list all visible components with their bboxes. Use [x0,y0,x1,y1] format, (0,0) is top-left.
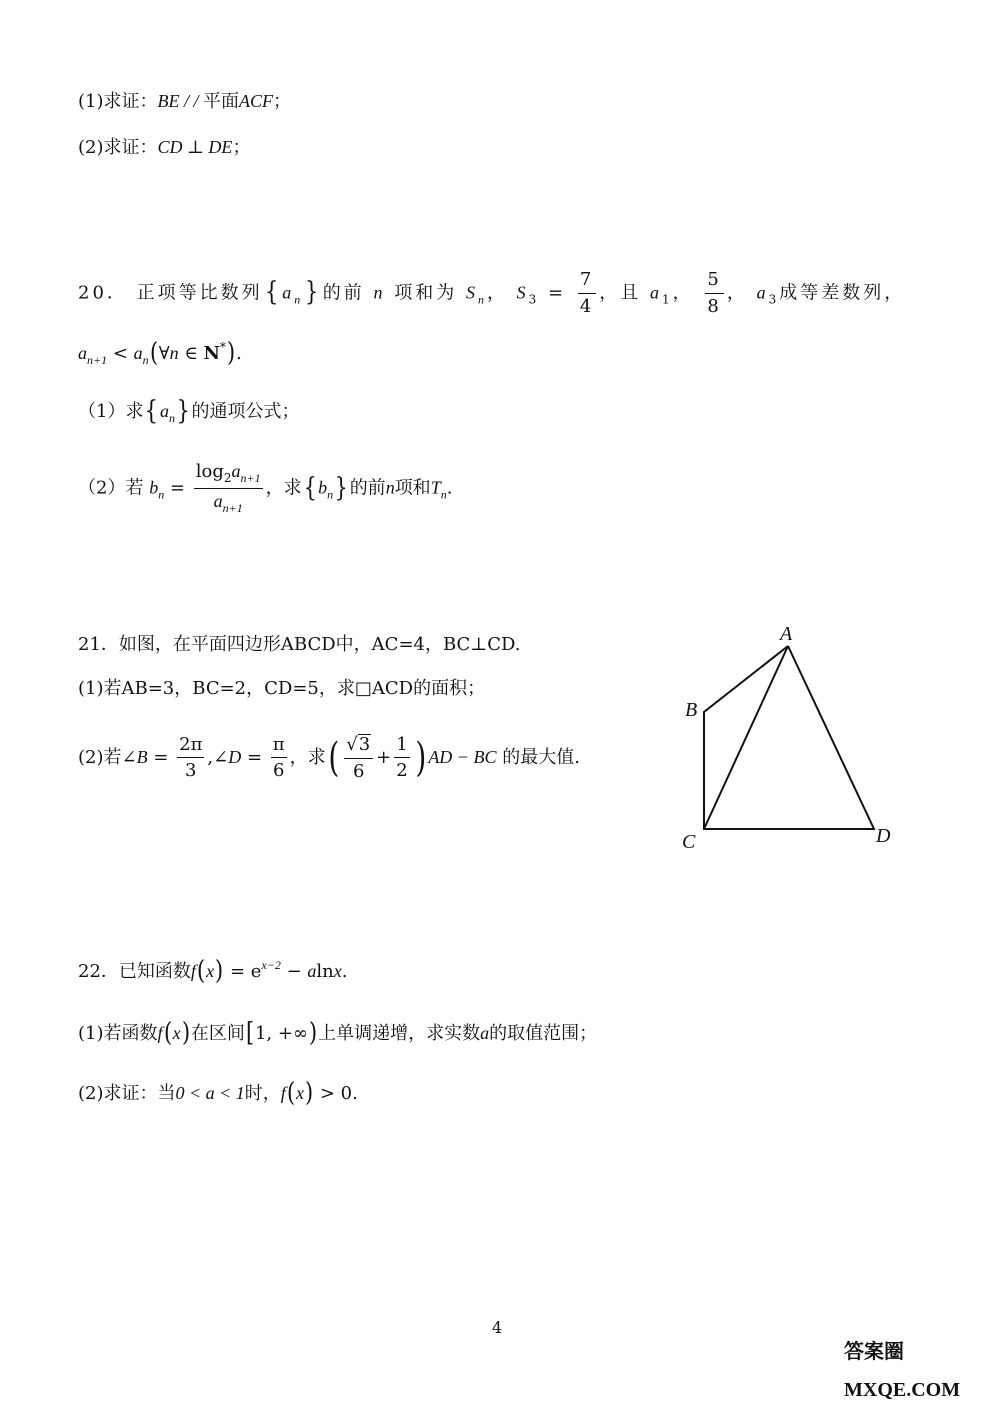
fraction-1-2: $\frac{1}{2}$ [396,733,408,782]
fraction-5-8: $\frac{5}{8}$ [707,269,722,317]
q21-stem: 21．如图，在平面四边形ABCD中，AC=4，BC⊥CD. [78,634,521,655]
quadrilateral-figure [670,620,910,860]
q20-stem-line1: 20． 正项等比数列{ $a_n$} 的前 n 项和为 $S_n$， $S_3$ = $\frac{7}{4}$ ，且 $a_1$， $\frac{5}{8}$ ， $a_3$成等差数列， [78,269,906,317]
q20-part1: （1）求$\{a_n\}$的通项公式； [78,396,300,426]
q21-part1: (1)若AB=3，BC=2，CD=5，求□ACD的面积； [78,678,486,699]
q21-part2: (2)若∠B = $\frac{2\pi}{3}$ ,∠D = $\frac{\pi}{6}$ ，求( $\frac{√3}{6}$ + $\frac{1}{2}$ ) AD − BC 的最大值. [78,733,580,782]
q20-part2: （2）若 $b_n$ = $\frac{\log_2a_{n+1}}{a_{n+1}}$ ，求$\{b_n\}$的前n项和$T_n$. [78,461,453,516]
label-D: D [876,825,891,847]
label-A: A [780,623,793,645]
page-number: 4 [492,1318,503,1337]
label-C: C [682,831,696,853]
q22-part1: (1)若函数f(x)在区间[1, +∞)上单调递增，求实数a的取值范围； [78,1018,598,1048]
q19-part2: (2)求证：CD ⊥ DE； [78,137,251,158]
figure-edges [704,646,874,829]
q20-stem-line2: $a_{n+1}$ < $a_n(\forall n$ ∈ N*). [78,338,242,368]
diagonal-AC [704,646,788,829]
svg-text:答案圈: 答案圈 [844,1341,904,1363]
q22-stem: 22．已知函数$f(x) = e^{x-2} - alnx$. [78,956,348,986]
fraction-2pi-3: $\frac{2\pi}{3}$ [179,733,203,782]
fraction-sqrt3-6: $\frac{√3}{6}$ [344,734,373,782]
fraction-pi-6: $\frac{\pi}{6}$ [272,733,285,782]
svg-text:MXQE.COM: MXQE.COM [844,1379,961,1401]
q22-part2: (2)求证：当0 < a < 1时，f(x) > 0. [78,1078,358,1108]
fraction-7-4: $\frac{7}{4}$ [579,269,595,317]
watermark-logo [838,1312,988,1404]
fraction-log: $\frac{\log_2a_{n+1}}{a_{n+1}}$ [195,461,261,516]
q19-part1: (1)求证：BE / / 平面ACF； [78,91,291,112]
label-B: B [685,699,698,721]
